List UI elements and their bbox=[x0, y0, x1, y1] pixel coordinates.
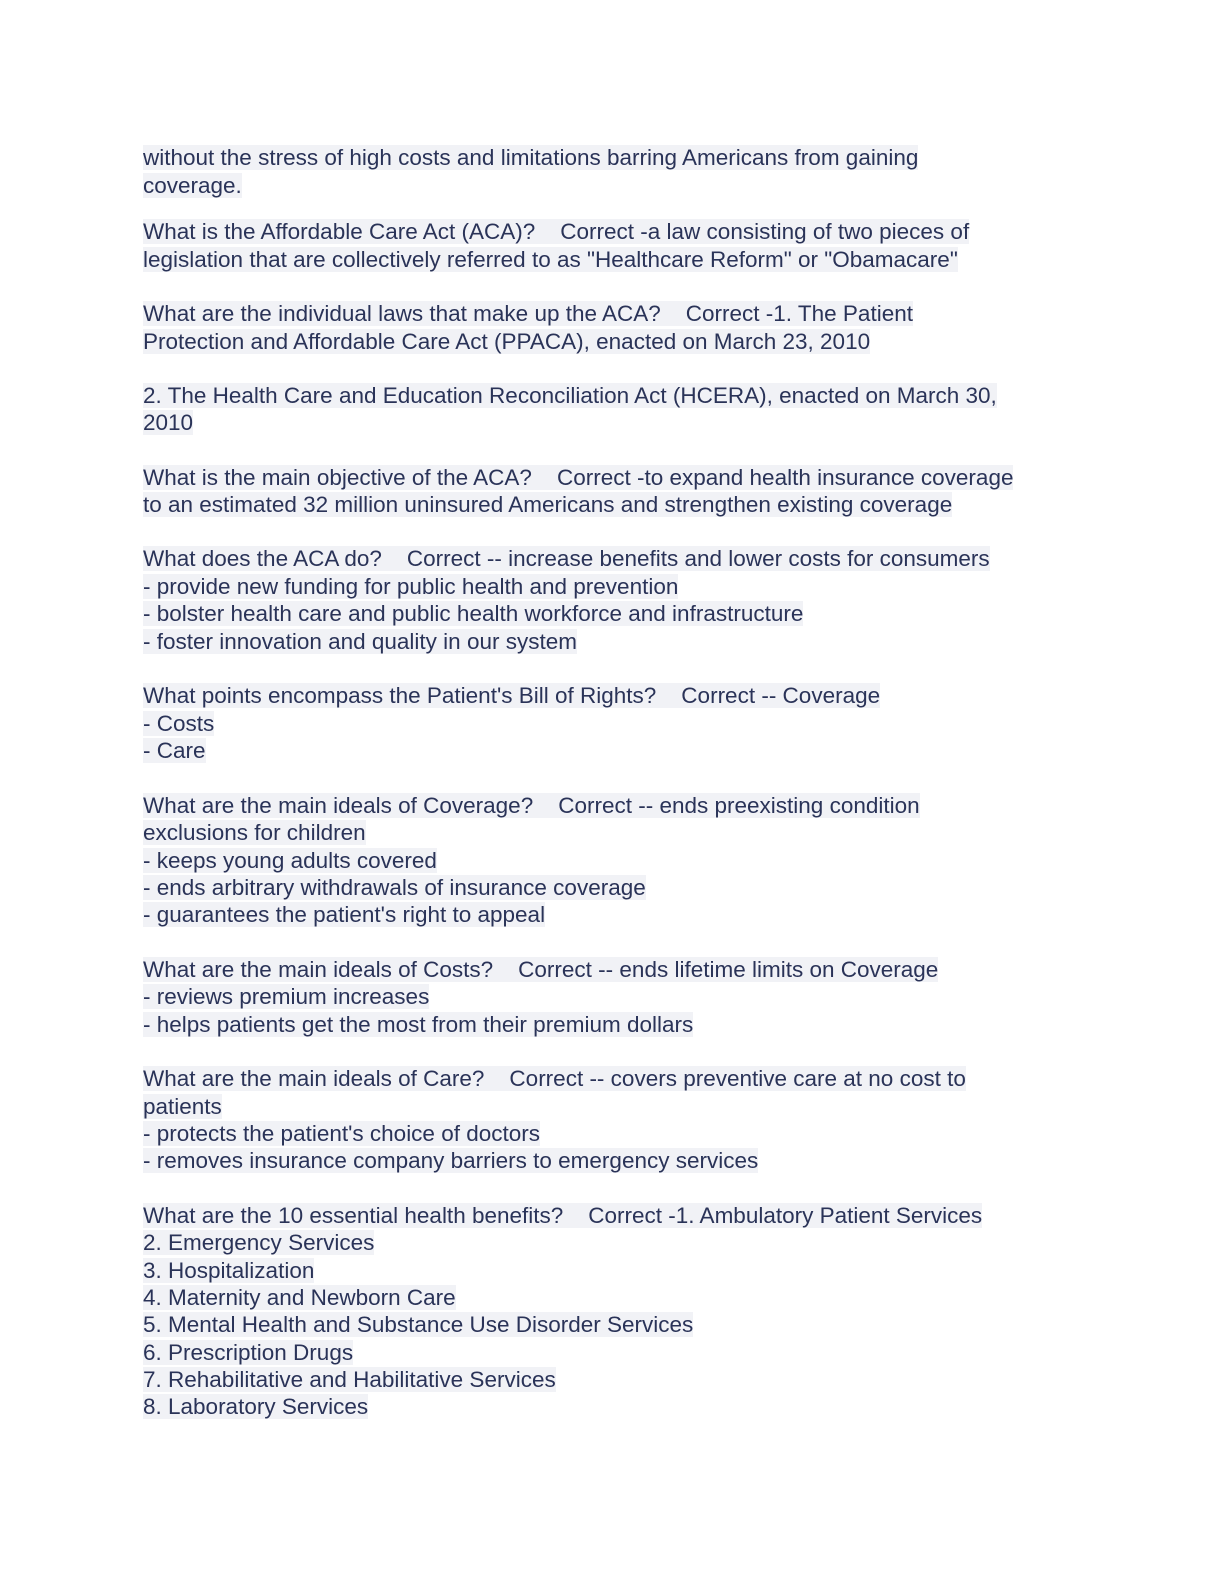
list-item: - removes insurance company barriers to emergency services bbox=[143, 1148, 759, 1173]
list-item: - helps patients get the most from their premium dollars bbox=[143, 1012, 694, 1037]
text-line: to an estimated 32 million uninsured Americans and strengthen existing coverage bbox=[143, 492, 953, 517]
list-item: - Costs bbox=[143, 711, 215, 736]
list-item: 2. Emergency Services bbox=[143, 1230, 375, 1255]
text-line: without the stress of high costs and limitations barring Americans from gaining bbox=[143, 145, 919, 170]
list-item: - reviews premium increases bbox=[143, 984, 430, 1009]
list-item: 7. Rehabilitative and Habilitative Services bbox=[143, 1367, 556, 1392]
question-line: What is the main objective of the ACA? Correct -to expand health insurance coverage bbox=[143, 465, 1014, 490]
list-item: 3. Hospitalization bbox=[143, 1258, 315, 1283]
text-line: 2. The Health Care and Education Reconciliation Act (HCERA), enacted on March 30, bbox=[143, 383, 997, 408]
text-line: 2010 bbox=[143, 410, 194, 435]
list-item: - Care bbox=[143, 738, 206, 763]
text-line: legislation that are collectively referred to as "Healthcare Reform" or "Obamacare" bbox=[143, 247, 958, 272]
list-item: - protects the patient's choice of doctors bbox=[143, 1121, 541, 1146]
list-item: - keeps young adults covered bbox=[143, 848, 437, 873]
question-line: What points encompass the Patient's Bill of Rights? Correct -- Coverage bbox=[143, 683, 881, 708]
list-item: - provide new funding for public health and prevention bbox=[143, 574, 679, 599]
question-line: What are the main ideals of Care? Correct -- covers preventive care at no cost to bbox=[143, 1066, 966, 1091]
list-item: - ends arbitrary withdrawals of insurance coverage bbox=[143, 875, 646, 900]
list-item: 5. Mental Health and Substance Use Disorder Services bbox=[143, 1312, 694, 1337]
list-item: - guarantees the patient's right to appeal bbox=[143, 902, 546, 927]
question-line: What are the main ideals of Coverage? Correct -- ends preexisting condition bbox=[143, 793, 920, 818]
question-line: What are the 10 essential health benefits? Correct -1. Ambulatory Patient Services bbox=[143, 1203, 983, 1228]
question-line: What is the Affordable Care Act (ACA)? Correct -a law consisting of two pieces of bbox=[143, 219, 970, 244]
list-item: 8. Laboratory Services bbox=[143, 1394, 369, 1419]
text-line: exclusions for children bbox=[143, 820, 366, 845]
question-line: What are the individual laws that make up the ACA? Correct -1. The Patient bbox=[143, 301, 913, 326]
list-item: 4. Maternity and Newborn Care bbox=[143, 1285, 456, 1310]
text-line: coverage. bbox=[143, 173, 242, 198]
list-item: - foster innovation and quality in our system bbox=[143, 629, 577, 654]
list-item: - bolster health care and public health workforce and infrastructure bbox=[143, 601, 804, 626]
list-item: 6. Prescription Drugs bbox=[143, 1340, 354, 1365]
question-line: What are the main ideals of Costs? Correct -- ends lifetime limits on Coverage bbox=[143, 957, 939, 982]
question-line: What does the ACA do? Correct -- increase benefits and lower costs for consumers bbox=[143, 546, 990, 571]
text-line: patients bbox=[143, 1094, 222, 1119]
text-line: Protection and Affordable Care Act (PPACA), enacted on March 23, 2010 bbox=[143, 329, 871, 354]
